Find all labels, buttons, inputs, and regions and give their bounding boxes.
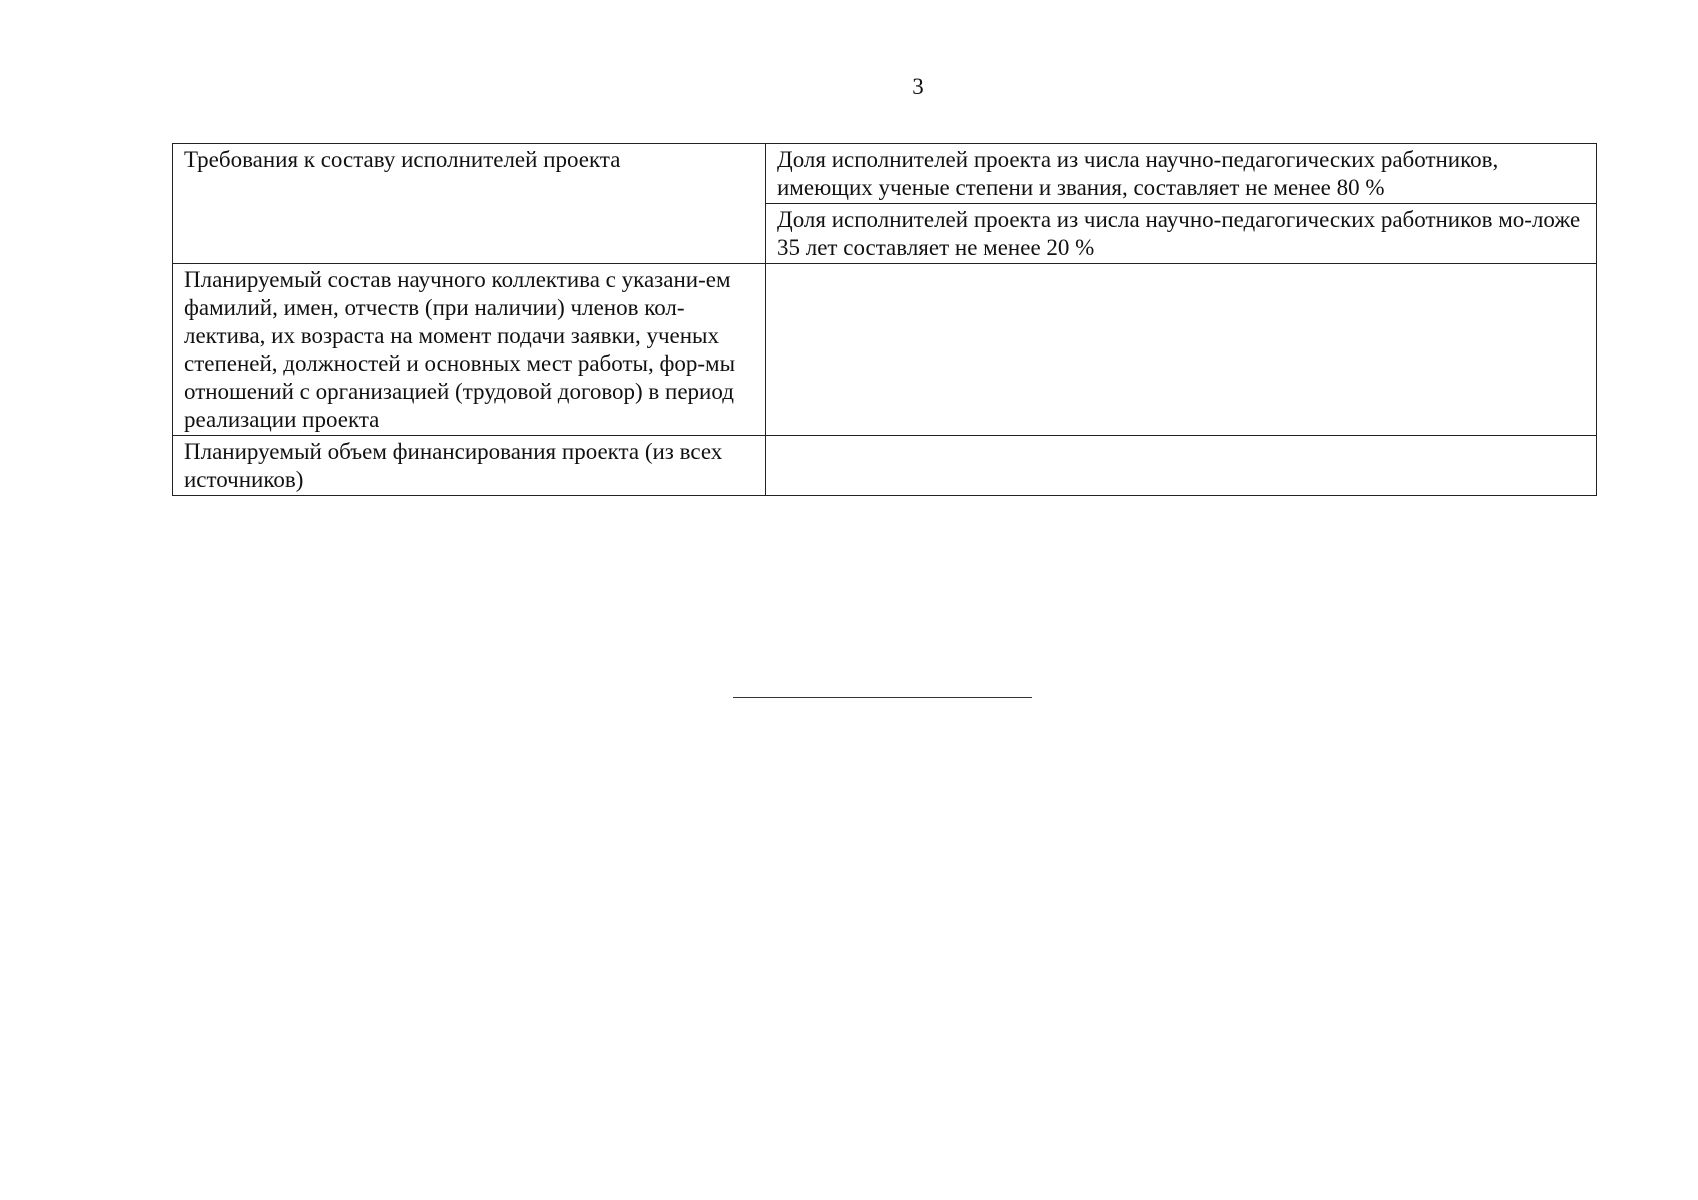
requirements-label-cell bbox=[173, 144, 766, 264]
requirements-label: Требования к составу исполнителей проекта bbox=[184, 147, 621, 172]
table-row bbox=[173, 144, 1597, 204]
closing-divider bbox=[733, 697, 1032, 698]
requirements-value-young: Доля исполнителей проекта из числа научно-педагогических работников мо-ложе 35 лет составляет не менее 20 % bbox=[777, 207, 1581, 260]
funding-label-cell bbox=[173, 436, 766, 496]
requirements-value-cell-degrees bbox=[766, 144, 1597, 204]
requirements-table bbox=[172, 143, 1597, 496]
team-value-cell bbox=[766, 264, 1597, 436]
requirements-value-degrees: Доля исполнителей проекта из числа научно-педагогических работников, имеющих ученые степени и звания, составляет не менее 80 % bbox=[777, 147, 1499, 200]
team-label: Планируемый состав научного коллектива с указани-ем фамилий, имен, отчеств (при наличии) членов кол-лектива, их возраста на момент подачи заявки, ученых степеней, должностей и основных мест работы, фор-мы отношений с организацией (трудовой договор) в период реализации проекта bbox=[184, 267, 736, 432]
table-row bbox=[173, 436, 1597, 496]
page-number: 3 bbox=[912, 74, 924, 99]
funding-value-cell bbox=[766, 436, 1597, 496]
table-row bbox=[173, 264, 1597, 436]
requirements-value-cell-young bbox=[766, 204, 1597, 264]
team-label-cell bbox=[173, 264, 766, 436]
funding-label: Планируемый объем финансирования проекта (из всех источников) bbox=[184, 439, 723, 492]
